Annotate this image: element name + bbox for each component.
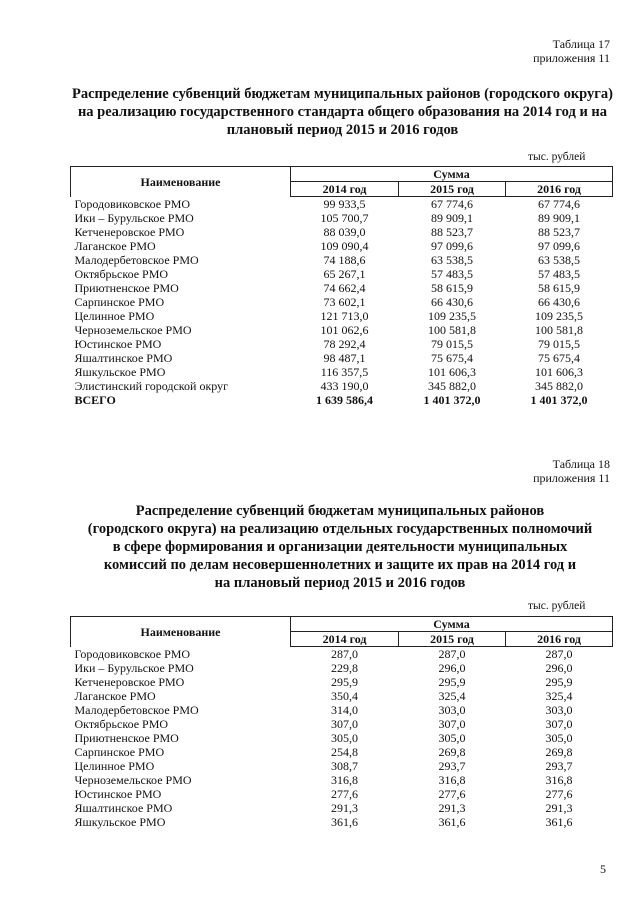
cell-2015: 305,0 (438, 731, 466, 745)
table-row (71, 815, 613, 829)
cell-name: Октябрьское РМО (74, 267, 169, 281)
table17-header-sum: Сумма (291, 167, 613, 182)
cell-2016: 345 882,0 (535, 379, 584, 393)
table18-title-line: в сфере формирования и организации деятельности муниципальных (112, 539, 568, 555)
cell-2015: 1 401 372,0 (423, 393, 481, 407)
cell-2014: 99 933,5 (323, 197, 366, 211)
table18-reference (440, 457, 610, 485)
table-row (71, 211, 613, 225)
table18-header-2016: 2016 год (506, 632, 613, 647)
cell-name: Целинное РМО (74, 759, 155, 773)
cell-2016: 89 909,1 (538, 211, 581, 225)
cell-2016: 63 538,5 (538, 253, 581, 267)
cell-name: Городовиковское РМО (74, 196, 191, 211)
cell-2014: 291,3 (331, 801, 358, 815)
table-row (71, 759, 613, 773)
cell-2015: 325,4 (438, 689, 466, 703)
cell-2014: 361,6 (331, 815, 358, 829)
cell-2014: 109 090,4 (320, 239, 369, 253)
table18-unit: тыс. рублей (528, 600, 586, 612)
cell-2014: 277,6 (331, 787, 358, 801)
table-row (71, 675, 613, 689)
cell-2014: 78 292,4 (323, 337, 366, 351)
cell-name: Лаганское РМО (74, 239, 156, 253)
cell-2016: 66 430,6 (538, 295, 581, 309)
cell-2015: 345 882,0 (428, 379, 476, 393)
cell-name: Черноземельское РМО (74, 323, 192, 337)
cell-name: Малодербетовское РМО (74, 703, 199, 717)
table-row (71, 351, 613, 365)
cell-2016: 88 523,7 (538, 225, 581, 239)
cell-2015: 100 581,8 (428, 323, 476, 337)
cell-2014: 314,0 (331, 703, 358, 717)
table18-appendix: приложения 11 (533, 471, 610, 485)
table-row (71, 281, 613, 295)
table17-reference (440, 37, 610, 65)
table17-number: Таблица 17 (552, 37, 610, 51)
cell-2014: 305,0 (331, 731, 358, 745)
cell-2015: 67 774,6 (431, 197, 473, 211)
table-row (71, 689, 613, 703)
cell-2014: 98 487,1 (323, 351, 366, 365)
cell-2015: 307,0 (438, 717, 466, 731)
cell-2016: 293,7 (545, 759, 573, 773)
cell-2015: 277,6 (438, 787, 466, 801)
table18-title-line: Распределение субвенций бюджетам муниципальных районов (135, 503, 545, 519)
cell-2016: 287,0 (545, 647, 573, 661)
cell-2015: 316,8 (438, 773, 466, 787)
table-row (71, 197, 613, 212)
cell-2014: 65 267,1 (323, 267, 366, 281)
table17-header-2014: 2014 год (291, 182, 399, 197)
cell-name: Ики – Бурульское РМО (74, 211, 194, 225)
table18 (70, 616, 613, 829)
cell-2015: 97 099,6 (431, 239, 473, 253)
cell-2014: 254,8 (331, 745, 358, 759)
cell-2014: 116 357,5 (320, 365, 369, 379)
cell-2014: 74 188,6 (323, 253, 366, 267)
cell-2014: 88 039,0 (323, 225, 366, 239)
cell-name: Яшалтинское РМО (74, 801, 173, 815)
cell-2016: 101 606,3 (535, 365, 584, 379)
table-row (71, 365, 613, 379)
cell-2016: 307,0 (545, 717, 573, 731)
cell-2015: 89 909,1 (431, 211, 473, 225)
cell-2014: 1 639 586,4 (316, 393, 373, 407)
cell-2014: 308,7 (331, 759, 358, 773)
cell-2015: 293,7 (438, 759, 466, 773)
cell-2015: 101 606,3 (428, 365, 476, 379)
table-row (71, 773, 613, 787)
table17-header-2015: 2015 год (399, 182, 506, 197)
cell-2016: 303,0 (545, 703, 573, 717)
cell-2016: 67 774,6 (538, 197, 581, 211)
cell-name: Кетченеровское РМО (74, 225, 185, 239)
cell-2016: 79 015,5 (538, 337, 581, 351)
cell-name: Яшалтинское РМО (74, 351, 173, 365)
cell-2016: 58 615,9 (538, 281, 581, 295)
page-number: 5 (600, 862, 606, 876)
table-row (71, 225, 613, 239)
cell-name: Целинное РМО (74, 309, 155, 323)
cell-2016: 1 401 372,0 (530, 393, 588, 407)
cell-name: Юстинское РМО (74, 337, 162, 351)
table18-title (60, 502, 620, 592)
cell-2015: 296,0 (438, 661, 466, 675)
cell-2014: 105 700,7 (320, 211, 369, 225)
cell-2016: 296,0 (545, 661, 573, 675)
table-row (71, 239, 613, 253)
cell-2015: 57 483,5 (431, 267, 473, 281)
table-row (71, 309, 613, 323)
table18-header-sum: Сумма (291, 617, 613, 632)
table17-body (71, 197, 613, 408)
cell-2015: 361,6 (438, 815, 466, 829)
cell-2016: 295,9 (545, 675, 573, 689)
table17-appendix: приложения 11 (533, 51, 610, 65)
table-row (71, 337, 613, 351)
table17-header-2016: 2016 год (506, 182, 613, 197)
cell-name: Приютненское РМО (74, 731, 179, 745)
table18-number: Таблица 18 (552, 457, 610, 471)
cell-name: Сарпинское РМО (74, 745, 165, 759)
cell-2014: 74 662,4 (323, 281, 366, 295)
cell-name: Городовиковское РМО (74, 646, 191, 661)
table-row (71, 379, 613, 393)
cell-name: Черноземельское РМО (74, 773, 192, 787)
cell-2015: 79 015,5 (431, 337, 473, 351)
cell-2016: 316,8 (545, 773, 573, 787)
cell-2016: 109 235,5 (535, 309, 584, 323)
cell-2015: 58 615,9 (431, 281, 473, 295)
cell-2014: 316,8 (331, 773, 358, 787)
cell-2014: 295,9 (331, 675, 358, 689)
cell-2016: 305,0 (545, 731, 573, 745)
cell-name: Лаганское РМО (74, 689, 156, 703)
cell-2015: 109 235,5 (428, 309, 476, 323)
cell-2016: 97 099,6 (538, 239, 581, 253)
total-row (71, 393, 613, 407)
cell-2016: 57 483,5 (538, 267, 581, 281)
table18-header-name: Наименование (71, 617, 291, 647)
cell-2014: 350,4 (331, 689, 358, 703)
table-row (71, 661, 613, 675)
table17-unit: тыс. рублей (528, 151, 586, 163)
cell-name: Яшкульское РМО (74, 365, 166, 379)
table17-header-name: Наименование (71, 167, 291, 197)
table-row (71, 253, 613, 267)
cell-2014: 307,0 (331, 717, 358, 731)
cell-name: ВСЕГО (74, 393, 116, 407)
table-row (71, 731, 613, 745)
table17 (70, 166, 613, 407)
table18-header-2014: 2014 год (291, 632, 399, 647)
cell-name: Юстинское РМО (74, 787, 162, 801)
cell-2014: 121 713,0 (320, 309, 369, 323)
table-row (71, 745, 613, 759)
cell-2016: 269,8 (545, 745, 573, 759)
cell-2015: 88 523,7 (431, 225, 473, 239)
cell-2016: 361,6 (545, 815, 573, 829)
table-row (71, 717, 613, 731)
cell-2014: 73 602,1 (323, 295, 366, 309)
cell-2014: 101 062,6 (320, 323, 369, 337)
table-row (71, 703, 613, 717)
cell-name: Сарпинское РМО (74, 295, 165, 309)
cell-2016: 325,4 (545, 689, 573, 703)
cell-2015: 295,9 (438, 675, 466, 689)
cell-2015: 66 430,6 (431, 295, 473, 309)
cell-2015: 303,0 (438, 703, 466, 717)
cell-2015: 287,0 (438, 647, 466, 661)
cell-name: Кетченеровское РМО (74, 675, 185, 689)
cell-name: Малодербетовское РМО (74, 253, 199, 267)
table17-title: Распределение субвенций бюджетам муниципальных районов (городского округа) на реализацию государственного стандарта общего образования на 2014 год и на плановый период 2015 и 2016 годов (72, 86, 613, 138)
table-row (71, 787, 613, 801)
cell-2014: 433 190,0 (320, 379, 369, 393)
cell-2015: 269,8 (438, 745, 466, 759)
cell-name: Приютненское РМО (74, 281, 179, 295)
cell-name: Яшкульское РМО (74, 815, 166, 829)
table18-title-line: на плановый период 2015 и 2016 годов (214, 575, 466, 591)
cell-2014: 287,0 (331, 647, 358, 661)
cell-2016: 277,6 (545, 787, 573, 801)
cell-name: Октябрьское РМО (74, 717, 169, 731)
table18-body (71, 647, 613, 830)
table-row (71, 295, 613, 309)
table-row (71, 647, 613, 662)
table18-title-line: комиссий по делам несовершеннолетних и защите их прав на 2014 год и (103, 557, 577, 573)
cell-2015: 63 538,5 (431, 253, 473, 267)
table18-header-2015: 2015 год (399, 632, 506, 647)
cell-name: Элистинский городской округ (74, 379, 229, 393)
cell-2014: 229,8 (331, 661, 358, 675)
table18-title-line: (городского округа) на реализацию отдельных государственных полномочий (87, 521, 593, 537)
cell-2015: 291,3 (438, 801, 466, 815)
cell-2016: 100 581,8 (535, 323, 584, 337)
cell-name: Ики – Бурульское РМО (74, 661, 194, 675)
table-row (71, 267, 613, 281)
cell-2016: 75 675,4 (538, 351, 581, 365)
cell-2016: 291,3 (545, 801, 573, 815)
table-row (71, 323, 613, 337)
table-row (71, 801, 613, 815)
cell-2015: 75 675,4 (431, 351, 473, 365)
